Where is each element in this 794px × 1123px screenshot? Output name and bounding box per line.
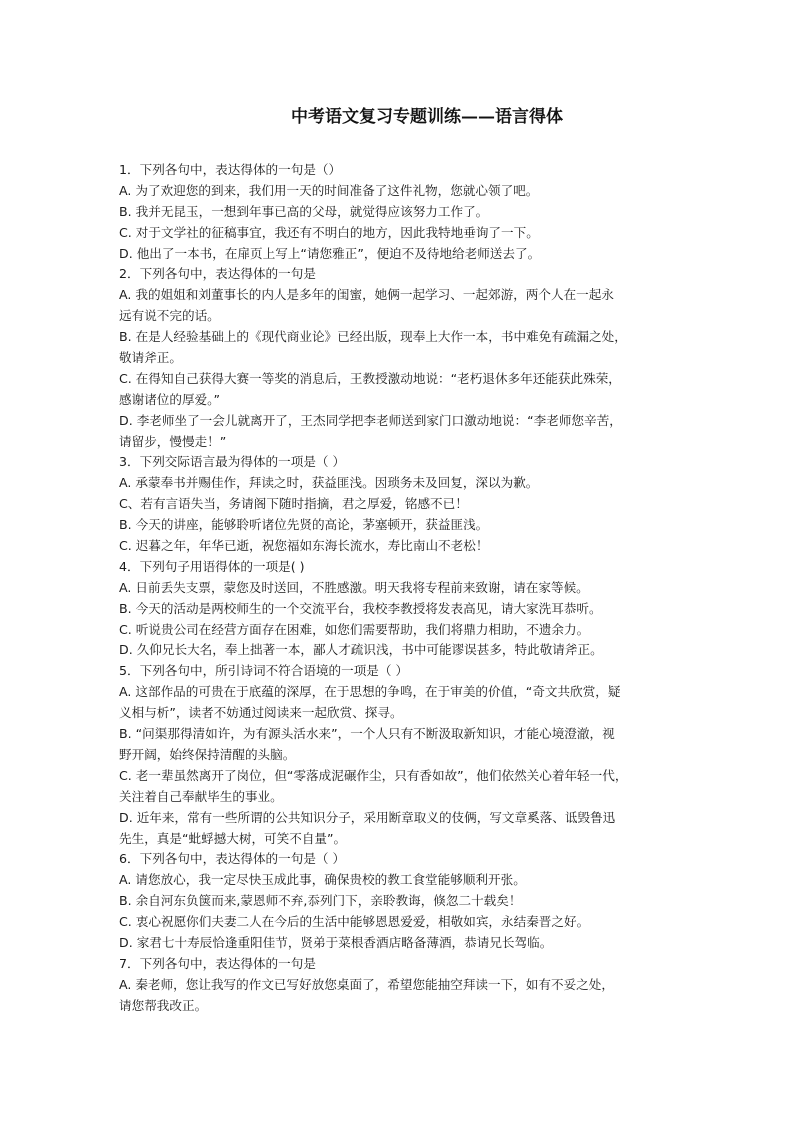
text-line: 6．下列各句中，表达得体的一句是（ ） — [119, 851, 346, 867]
text-line: A. 我的姐姐和刘董事长的内人是多年的闺蜜，她俩一起学习、一起郊游，两个人在一起永 — [119, 287, 614, 303]
text-line: D. 久仰兄长大名，奉上拙著一本，鄙人才疏识浅，书中可能谬误甚多，特此敬请斧正。 — [119, 642, 603, 658]
text-line: 4．下列句子用语得体的一项是( ) — [119, 558, 305, 574]
text-line: A. 承蒙奉书并赐佳作，拜读之时，获益匪浅。因琐务未及回复，深以为歉。 — [119, 475, 539, 491]
text-line: 3．下列交际语言最为得体的一项是（ ） — [119, 454, 346, 470]
text-line: B. 今天的活动是两校师生的一个交流平台，我校李教授将发表高见，请大家洗耳恭听。 — [119, 600, 602, 616]
text-line: C、若有言语失当，务请阁下随时指摘，君之厚爱，铭感不已！ — [119, 496, 468, 512]
text-line: B. 余自河东负箧而来,蒙恩师不弃,忝列门下，亲聆教诲，倏忽二十载矣！ — [119, 893, 522, 909]
text-line: B. 我并无昆玉，一想到年事已高的父母，就觉得应该努力工作了。 — [119, 203, 489, 219]
document-title: 中考语文复习专题训练——语言得体 — [291, 107, 563, 127]
text-line: D. 李老师坐了一会儿就离开了，王杰同学把李老师送到家门口激动地说：“李老师您辛苦， — [119, 412, 622, 428]
text-line: D. 他出了一本书，在扉页上写上“请您雅正”，便迫不及待地给老师送去了。 — [119, 245, 541, 261]
text-line: B. 在是人经验基础上的《现代商业论》已经出版，现奉上大作一本，书中难免有疏漏之处， — [119, 329, 627, 345]
text-line: 义相与析”，读者不妨通过阅读来一起欣赏、探寻。 — [119, 705, 403, 721]
text-line: A. 日前丢失支票，蒙您及时送回，不胜感激。明天我将专程前来致谢，请在家等候。 — [119, 579, 589, 595]
document-body — [119, 160, 675, 1017]
text-line: C. 听说贵公司在经营方面存在困难，如您们需要帮助，我们将鼎力相助，不遗余力。 — [119, 621, 590, 637]
text-line: D. 近年来，常有一些所谓的公共知识分子，采用断章取义的伎俩，写文章奚落、诋毁鲁迅 — [119, 809, 616, 825]
text-line: C. 衷心祝愿你们夫妻二人在今后的生活中能够恩恩爱爱，相敬如宾，永结秦晋之好。 — [119, 914, 590, 930]
text-line: 5．下列各句中，所引诗词不符合语境的一项是（ ） — [119, 663, 409, 679]
text-line: A. 秦老师，您让我写的作文已写好放您桌面了，希望您能抽空拜读一下，如有不妥之处， — [119, 976, 614, 992]
text-line: A. 这部作品的可贵在于底蕴的深厚，在于思想的争鸣，在于审美的价值，“奇文共欣赏，疑 — [119, 684, 621, 700]
text-line: D. 家君七十寿辰恰逢重阳佳节，贤弟于菜根香酒店略备薄酒，恭请兄长驾临。 — [119, 934, 553, 950]
text-line: C. 老一辈虽然离开了岗位，但“零落成泥碾作尘，只有香如故”，他们依然关心着年轻一代， — [119, 767, 628, 783]
text-line: 7．下列各句中，表达得体的一句是 — [119, 955, 316, 971]
text-line: B. “问渠那得清如许，为有源头活水来”，一个人只有不断汲取新知识，才能心境澄澈，视 — [119, 726, 615, 742]
text-line: 请您帮我改正。 — [119, 997, 208, 1013]
text-line: C. 在得知自己获得大赛一等奖的消息后，王教授激动地说：“老朽退休多年还能获此殊荣， — [119, 370, 621, 386]
text-line: 2．下列各句中，表达得体的一句是 — [119, 266, 316, 282]
text-line: 野开阔，始终保持清醒的头脑。 — [119, 746, 296, 762]
text-line: C. 对于文学社的征稿事宜，我还有不明白的地方，因此我特地垂询了一下。 — [119, 224, 539, 240]
text-line: C. 迟暮之年，年华已逝，祝您福如东海长流水，寿比南山不老松！ — [119, 538, 489, 554]
text-line: A. 请您放心，我一定尽快玉成此事，确保贵校的教工食堂能够顺利开张。 — [119, 872, 526, 888]
text-line: A. 为了欢迎您的到来，我们用一天的时间准备了这件礼物，您就心领了吧。 — [119, 182, 539, 198]
text-line: 先生，真是“蚍蜉撼大树，可笑不自量”。 — [119, 830, 347, 846]
text-line: 关注着自己奉献毕生的事业。 — [119, 788, 283, 804]
text-line: 1．下列各句中，表达得体的一句是（） — [119, 162, 342, 177]
text-line: B. 今天的讲座，能够聆听诸位先贤的高论，茅塞顿开，获益匪浅。 — [119, 517, 489, 533]
text-line: 请留步，慢慢走！” — [119, 433, 227, 449]
text-line: 感谢诸位的厚爱。” — [119, 391, 220, 407]
text-line: 敬请斧正。 — [119, 350, 182, 366]
text-line: 远有说不完的话。 — [119, 308, 220, 324]
